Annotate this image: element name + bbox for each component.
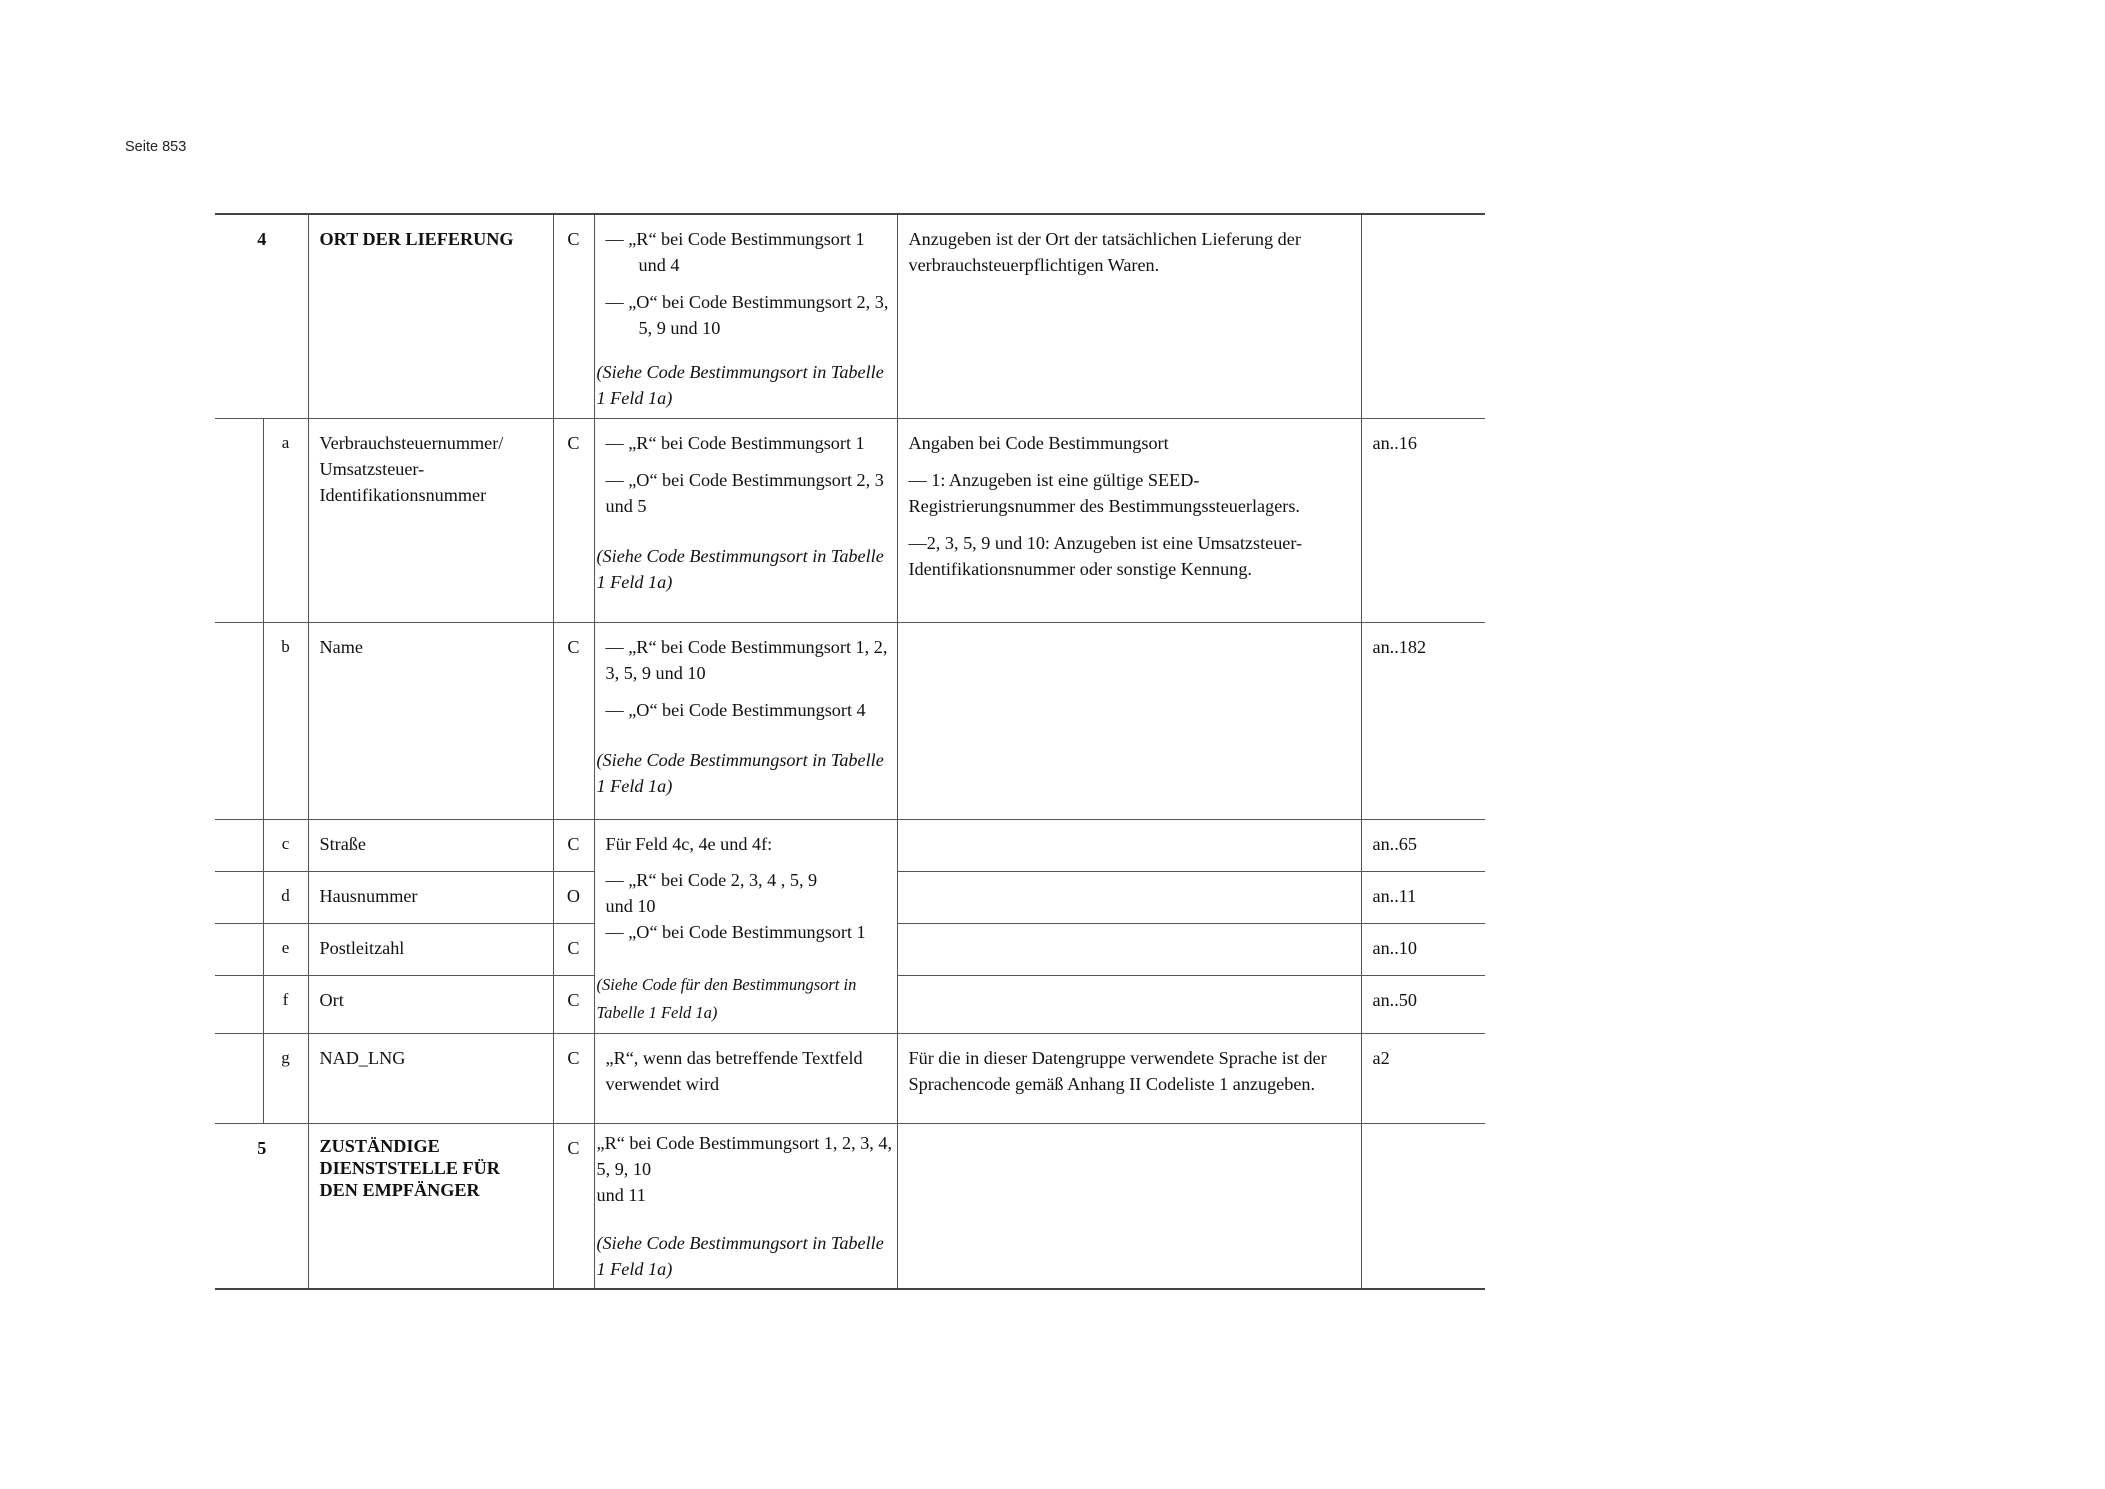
- field-number: 5: [215, 1123, 308, 1289]
- table-row: [215, 418, 1485, 622]
- field-name: Verbrauchsteuernummer/ Umsatzsteuer-Identifikationsnummer: [308, 418, 553, 622]
- condition-line: — „R“ bei Code Bestimmungsort 1, 2, 3, 5, 9 und 10: [605, 636, 888, 683]
- field-name: ZUSTÄNDIGE DIENSTSTELLE FÜR DEN EMPFÄNGER: [308, 1123, 553, 1289]
- field-name: Hausnummer: [308, 871, 553, 923]
- field-explanation: [897, 975, 1361, 1033]
- field-number: 4: [215, 214, 308, 418]
- field-status: C: [553, 975, 594, 1033]
- field-status: O: [553, 871, 594, 923]
- group-indent: [215, 622, 263, 819]
- field-explanation: [897, 819, 1361, 871]
- condition-reference: (Siehe Code Bestimmungsort in Tabelle 1 Feld 1a): [596, 1232, 884, 1279]
- condition-line: — „O“ bei Code Bestimmungsort 1: [605, 921, 866, 942]
- explanation-text: Angaben bei Code Bestimmungsort: [908, 432, 1169, 453]
- table-row: [215, 1123, 1485, 1289]
- field-letter: d: [263, 871, 308, 923]
- explanation-text: — 1: Anzugeben ist eine gültige SEED-Registrierungsnummer des Bestimmungssteuerlagers.: [908, 469, 1300, 516]
- explanation-text: —2, 3, 5, 9 und 10: Anzugeben ist eine Umsatzsteuer-Identifikationsnummer oder sonstige Kennung.: [908, 532, 1303, 579]
- field-format: [1361, 1123, 1485, 1289]
- field-status: C: [553, 1123, 594, 1289]
- field-format: an..16: [1361, 418, 1485, 622]
- table-row: [215, 622, 1485, 819]
- field-explanation: [897, 1033, 1361, 1123]
- field-letter: f: [263, 975, 308, 1033]
- field-explanation: [897, 1123, 1361, 1289]
- condition-reference: (Siehe Code Bestimmungsort in Tabelle 1 Feld 1a): [596, 545, 884, 592]
- field-condition: [594, 1123, 897, 1289]
- field-format: an..50: [1361, 975, 1485, 1033]
- field-name: ORT DER LIEFERUNG: [308, 214, 553, 418]
- field-status: C: [553, 214, 594, 418]
- field-condition: [594, 214, 897, 418]
- condition-reference: (Siehe Code Bestimmungsort in Tabelle 1 Feld 1a): [596, 749, 884, 796]
- field-format: an..65: [1361, 819, 1485, 871]
- group-indent: [215, 975, 263, 1033]
- condition-reference: (Siehe Code für den Bestimmungsort in Tabelle 1 Feld 1a): [596, 974, 857, 1022]
- condition-line: — „O“ bei Code Bestimmungsort 2, 3 und 5: [605, 469, 884, 516]
- condition-line: — „R“ bei Code 2, 3, 4 , 5, 9: [605, 869, 818, 890]
- group-indent: [215, 819, 263, 871]
- field-explanation: [897, 214, 1361, 418]
- field-explanation: [897, 923, 1361, 975]
- page-number: Seite 853: [125, 139, 187, 155]
- group-indent: [215, 418, 263, 622]
- field-condition-merged: [594, 819, 897, 1033]
- field-format: a2: [1361, 1033, 1485, 1123]
- field-format: an..10: [1361, 923, 1485, 975]
- field-name: NAD_LNG: [308, 1033, 553, 1123]
- field-condition: [594, 622, 897, 819]
- field-name: Straße: [308, 819, 553, 871]
- condition-intro: Für Feld 4c, 4e und 4f:: [605, 833, 773, 854]
- group-indent: [215, 1033, 263, 1123]
- condition-line: und 10: [605, 895, 656, 916]
- field-status: C: [553, 622, 594, 819]
- field-format: an..182: [1361, 622, 1485, 819]
- condition-line: — „O“ bei Code Bestimmungsort 2, 3, 5, 9 und 10: [605, 292, 889, 338]
- condition-line: — „R“ bei Code Bestimmungsort 1: [605, 432, 865, 453]
- field-letter: c: [263, 819, 308, 871]
- field-explanation: [897, 622, 1361, 819]
- table-row: [215, 1033, 1485, 1123]
- field-letter: g: [263, 1033, 308, 1123]
- table-row: [215, 819, 1485, 871]
- field-format: an..11: [1361, 871, 1485, 923]
- field-format: [1361, 214, 1485, 418]
- explanation-text: Für die in dieser Datengruppe verwendete Sprache ist der Sprachencode gemäß Anhang II Codeliste 1 anzugeben.: [908, 1047, 1327, 1094]
- condition-line: und 11: [596, 1184, 646, 1205]
- explanation-text: Anzugeben ist der Ort der tatsächlichen Lieferung der verbrauchsteuerpflichtigen Waren.: [908, 229, 1301, 275]
- field-status: C: [553, 1033, 594, 1123]
- field-condition: [594, 1033, 897, 1123]
- field-name: Name: [308, 622, 553, 819]
- field-status: C: [553, 418, 594, 622]
- field-condition: [594, 418, 897, 622]
- data-field-table: [215, 213, 1485, 1290]
- group-indent: [215, 871, 263, 923]
- field-explanation: [897, 871, 1361, 923]
- field-letter: a: [263, 418, 308, 622]
- field-name: Postleitzahl: [308, 923, 553, 975]
- field-name: Ort: [308, 975, 553, 1033]
- table-row: [215, 214, 1485, 418]
- condition-reference: (Siehe Code Bestimmungsort in Tabelle 1 Feld 1a): [596, 362, 884, 408]
- field-letter: e: [263, 923, 308, 975]
- condition-line: — „R“ bei Code Bestimmungsort 1 und 4: [605, 229, 865, 275]
- group-indent: [215, 923, 263, 975]
- field-letter: b: [263, 622, 308, 819]
- condition-line: „R“, wenn das betreffende Textfeld verwendet wird: [605, 1047, 863, 1094]
- field-status: C: [553, 819, 594, 871]
- condition-line: „R“ bei Code Bestimmungsort 1, 2, 3, 4, 5, 9, 10: [596, 1132, 893, 1179]
- field-explanation: [897, 418, 1361, 622]
- condition-line: — „O“ bei Code Bestimmungsort 4: [605, 699, 866, 720]
- field-status: C: [553, 923, 594, 975]
